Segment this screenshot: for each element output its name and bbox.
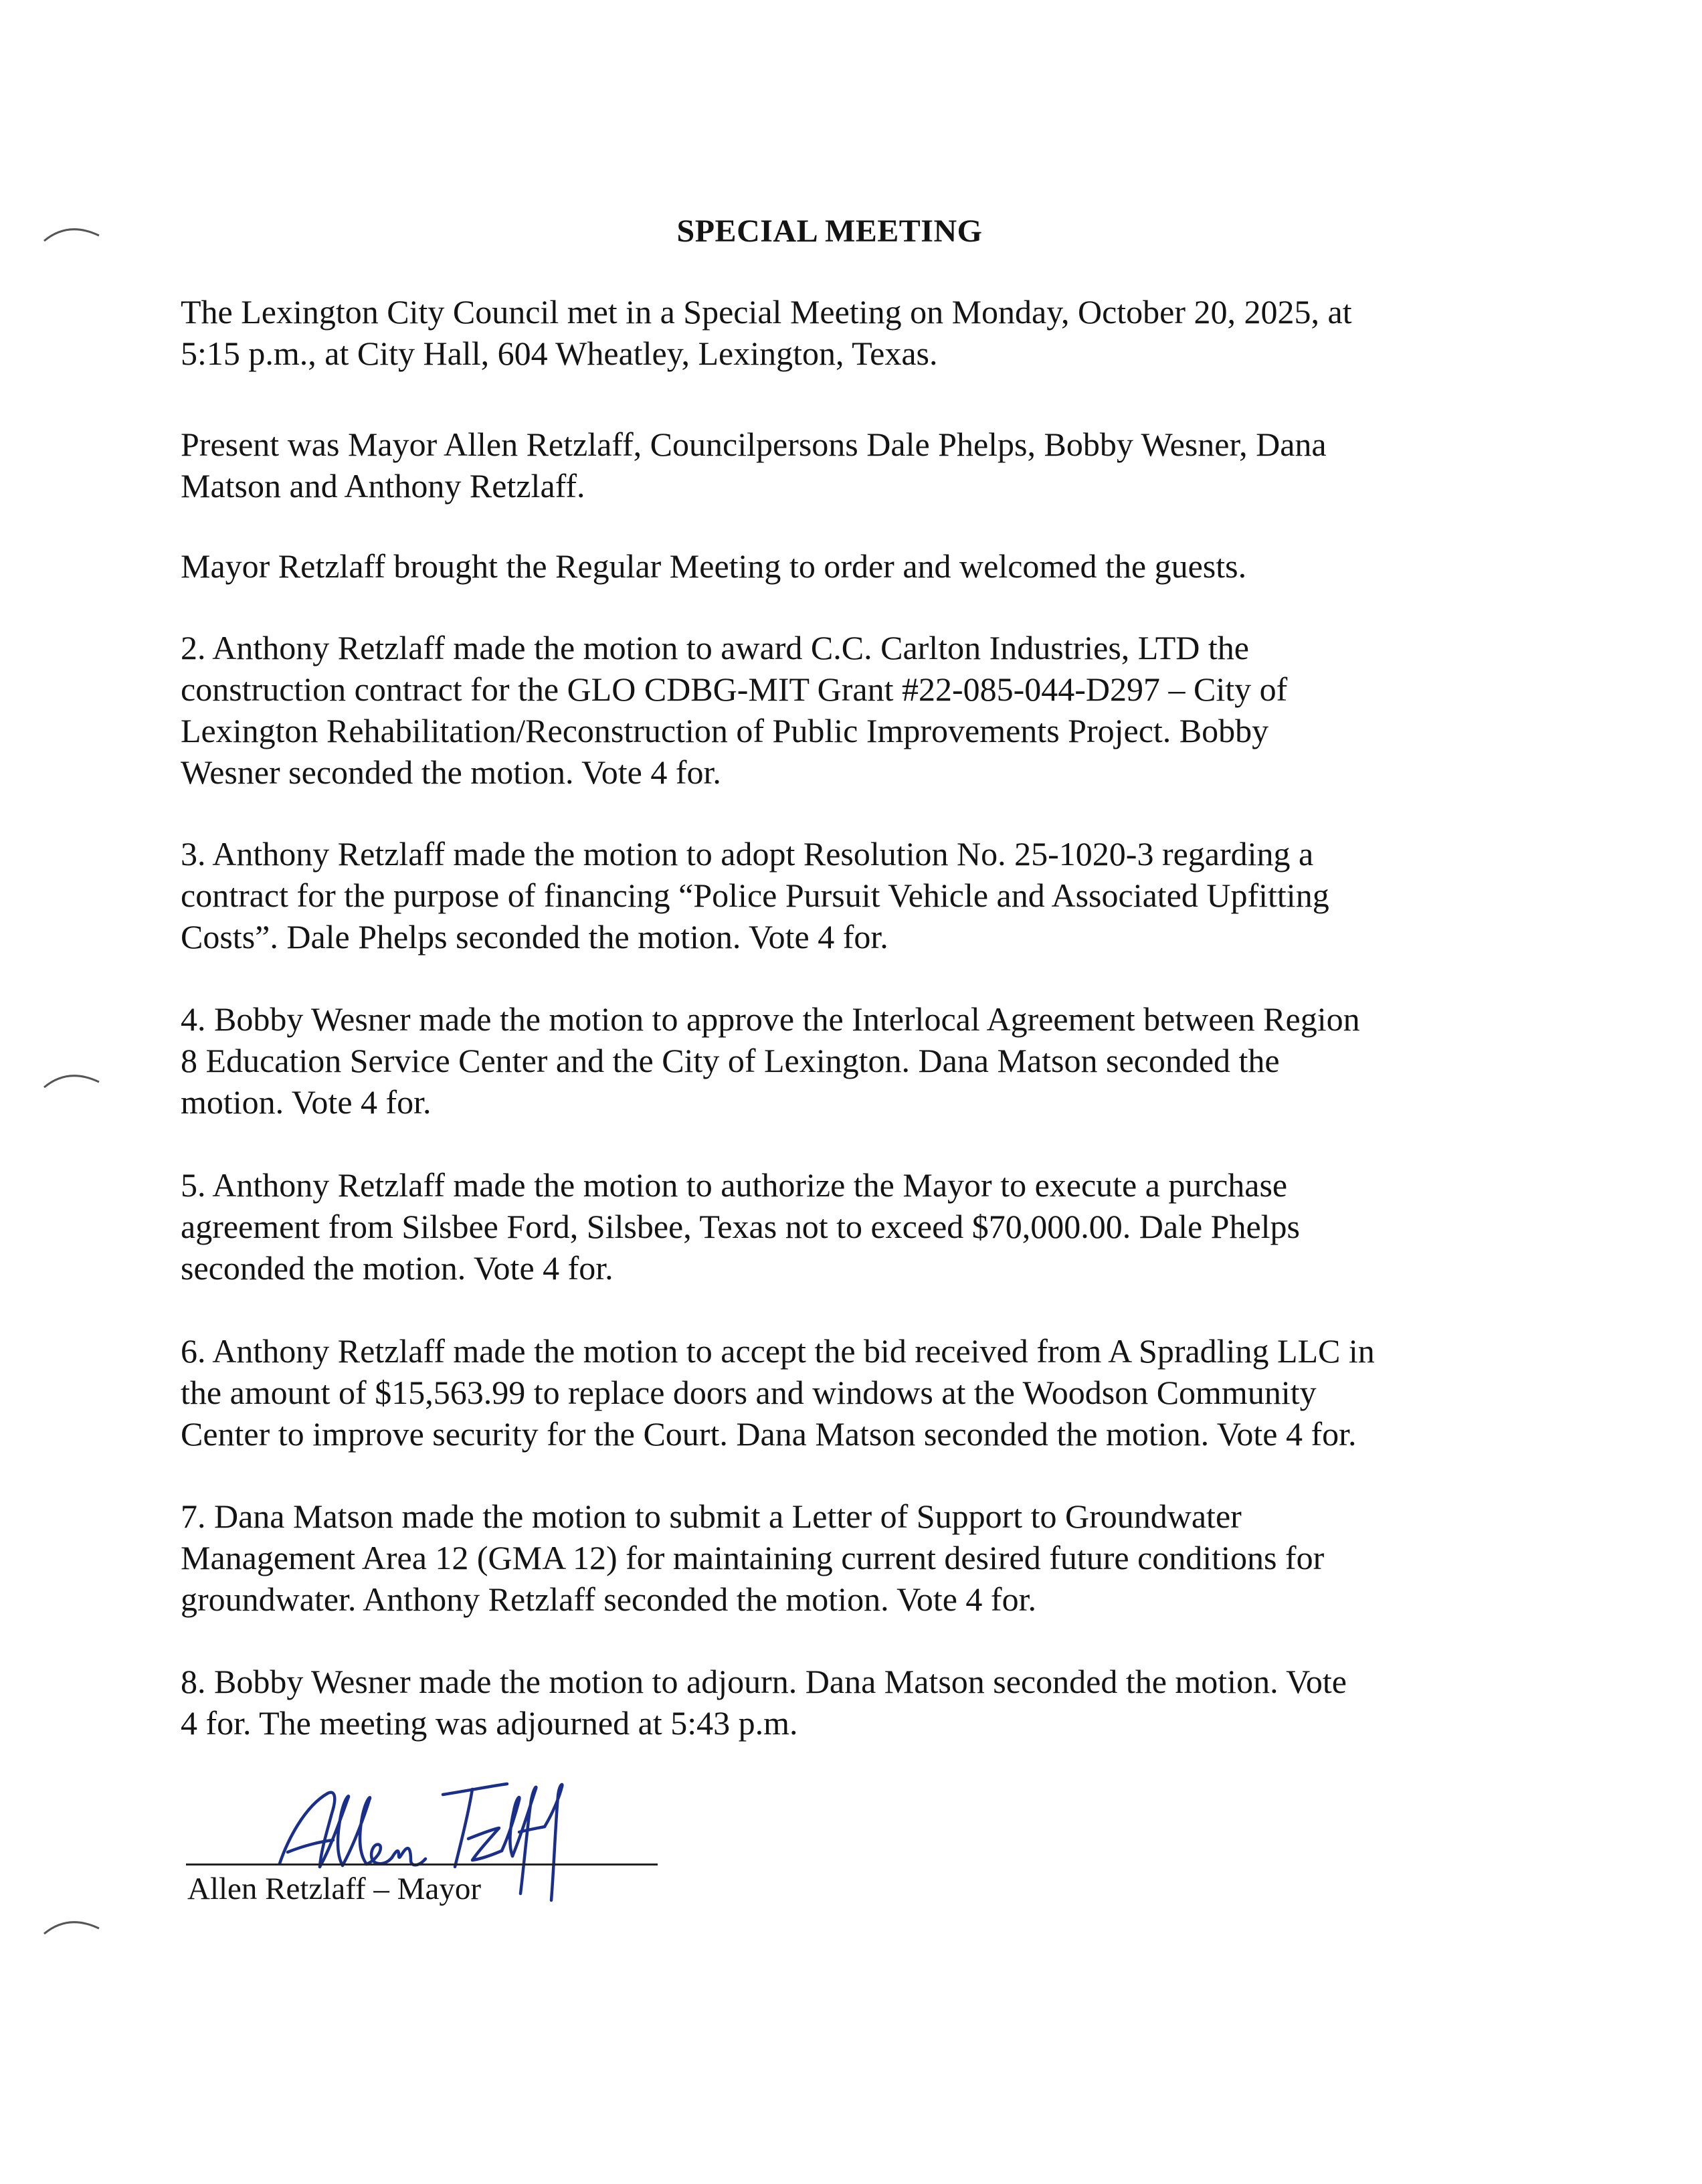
motion-line: 4. Bobby Wesner made the motion to approve the Interlocal Agreement between Region bbox=[181, 1000, 1360, 1038]
attendance-paragraph bbox=[181, 424, 1519, 507]
motion-line: motion. Vote 4 for. bbox=[181, 1083, 432, 1121]
motion-item-3 bbox=[181, 833, 1519, 958]
document-title: SPECIAL MEETING bbox=[676, 213, 983, 249]
motion-line: groundwater. Anthony Retzlaff seconded the motion. Vote 4 for. bbox=[181, 1580, 1036, 1618]
motion-line: seconded the motion. Vote 4 for. bbox=[181, 1249, 613, 1287]
motion-line: Wesner seconded the motion. Vote 4 for. bbox=[181, 753, 721, 791]
motion-item-4 bbox=[181, 998, 1519, 1123]
signature-caption: Allen Retzlaff – Mayor bbox=[187, 1872, 481, 1906]
motion-line: 5. Anthony Retzlaff made the motion to authorize the Mayor to execute a purchase bbox=[181, 1166, 1288, 1204]
motion-item-7 bbox=[181, 1495, 1519, 1620]
motion-line: 8 Education Service Center and the City of Lexington. Dana Matson seconded the bbox=[181, 1042, 1280, 1079]
intro-line: 5:15 p.m., at City Hall, 604 Wheatley, Lexington, Texas. bbox=[181, 335, 938, 372]
intro-paragraph bbox=[181, 291, 1519, 374]
motion-item-5 bbox=[181, 1164, 1519, 1289]
motion-line: agreement from Silsbee Ford, Silsbee, Texas not to exceed $70,000.00. Dale Phelps bbox=[181, 1208, 1300, 1245]
motion-line: 3. Anthony Retzlaff made the motion to adopt Resolution No. 25-1020-3 regarding a bbox=[181, 835, 1314, 873]
motion-line: Costs”. Dale Phelps seconded the motion. Vote 4 for. bbox=[181, 918, 888, 955]
motion-line: Management Area 12 (GMA 12) for maintaining current desired future conditions for bbox=[181, 1539, 1325, 1576]
motion-line: 2. Anthony Retzlaff made the motion to award C.C. Carlton Industries, LTD the bbox=[181, 629, 1249, 666]
motion-line: 4 for. The meeting was adjourned at 5:43 p.m. bbox=[181, 1704, 798, 1742]
motion-line: Lexington Rehabilitation/Reconstruction of Public Improvements Project. Bobby bbox=[181, 712, 1269, 749]
motion-item-8 bbox=[181, 1661, 1519, 1744]
motion-line: the amount of $15,563.99 to replace doors and windows at the Woodson Community bbox=[181, 1374, 1317, 1411]
attendance-line: Matson and Anthony Retzlaff. bbox=[181, 467, 585, 505]
motion-item-2 bbox=[181, 627, 1519, 793]
motion-line: construction contract for the GLO CDBG-MIT Grant #22-085-044-D297 – City of bbox=[181, 670, 1288, 708]
intro-line: The Lexington City Council met in a Special Meeting on Monday, October 20, 2025, at bbox=[181, 293, 1352, 331]
punch-mark-bottom bbox=[41, 1914, 102, 1940]
motion-item-6 bbox=[181, 1330, 1519, 1455]
call-to-order-line: Mayor Retzlaff brought the Regular Meeting to order and welcomed the guests. bbox=[181, 547, 1247, 585]
motion-line: Center to improve security for the Court. Dana Matson seconded the motion. Vote 4 for. bbox=[181, 1415, 1357, 1453]
motion-line: 6. Anthony Retzlaff made the motion to accept the bid received from A Spradling LLC in bbox=[181, 1332, 1375, 1370]
motion-line: contract for the purpose of financing “Police Pursuit Vehicle and Associated Upfitting bbox=[181, 877, 1329, 914]
signature-line bbox=[186, 1863, 658, 1865]
motion-line: 7. Dana Matson made the motion to submit a Letter of Support to Groundwater bbox=[181, 1497, 1242, 1535]
attendance-line: Present was Mayor Allen Retzlaff, Councilpersons Dale Phelps, Bobby Wesner, Dana bbox=[181, 426, 1327, 463]
punch-mark-middle bbox=[41, 1067, 102, 1094]
motion-line: 8. Bobby Wesner made the motion to adjourn. Dana Matson seconded the motion. Vote bbox=[181, 1663, 1347, 1700]
call-to-order-paragraph bbox=[181, 545, 1519, 587]
